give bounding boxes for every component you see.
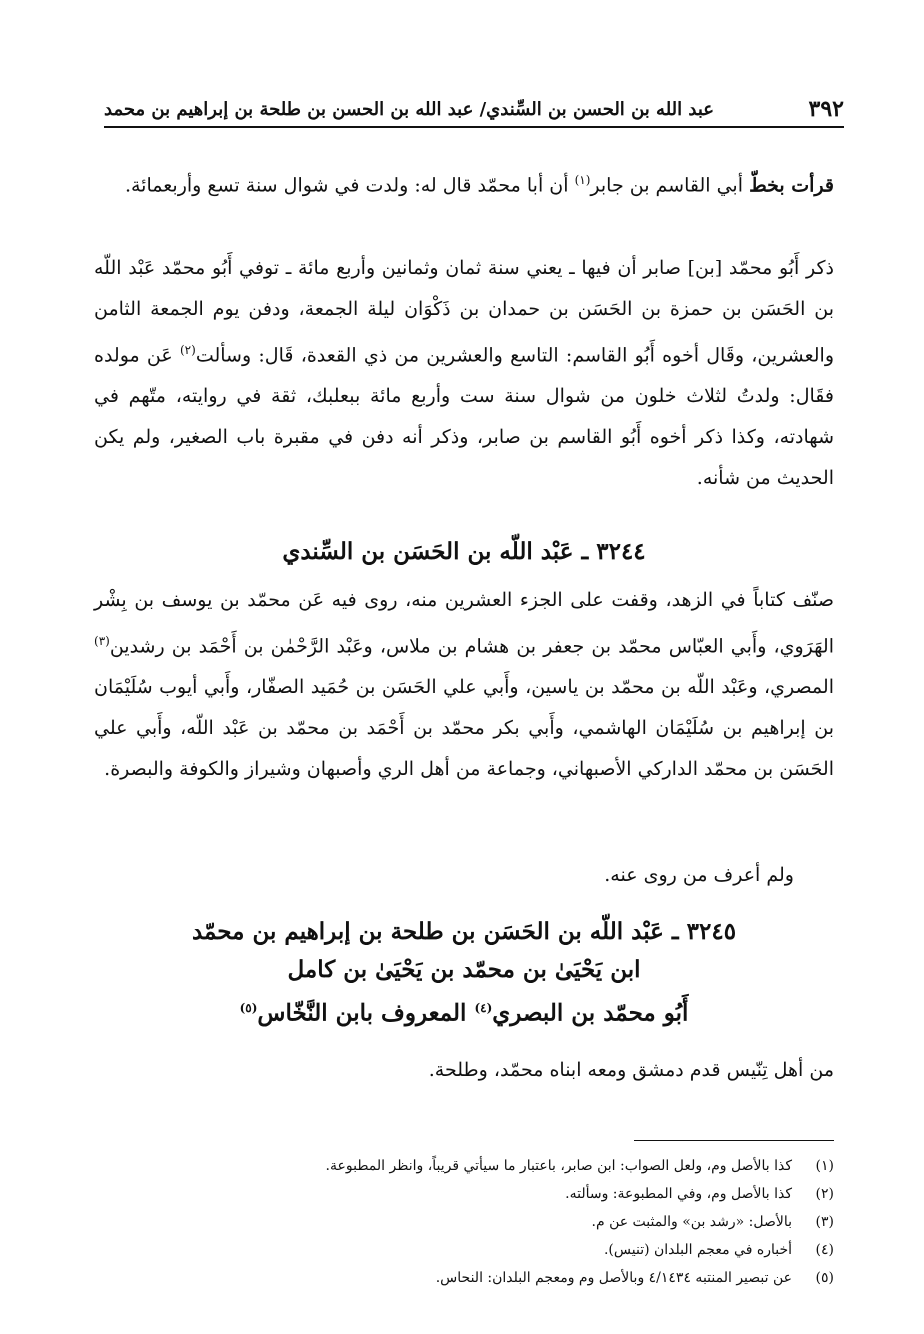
paragraph-closing-note: ولم أعرف من روى عنه.	[604, 864, 794, 886]
page-number: ٣٩٢	[808, 96, 844, 122]
paragraph-entry-3245: من أهل تِنّيس قدم دمشق ومعه ابناه محمّد، وطلحة.	[428, 1059, 834, 1081]
paragraph-birth-note	[94, 160, 834, 206]
paragraph-text: أن أبا محمّد قال له: ولدت في شوال سنة تسع وأربعمائة.	[124, 174, 569, 197]
footnotes-list	[94, 1152, 834, 1292]
entry-heading-text: أَبُو محمّد بن البصري	[492, 999, 689, 1027]
paragraph-text: المصري، وعَبْد اللّه بن محمّد بن ياسين، وأَبي علي الحَسَن بن حُمَيد الصفّار، وأَبي أيوب سُلَيْمَان بن إبراهيم بن سُلَيْمَان الهاشمي، وأَبي بكر محمّد بن أَحْمَد بن محمّد بن عَبْد اللّه، وأَبي علي الحَسَن بن محمّد الداركي الأصبهاني، وجماعة من أهل الري وأصبهان وشيراز والكوفة والبصرة.	[94, 676, 834, 781]
footnote-text: أخباره في معجم البلدان (تنيس).	[603, 1242, 792, 1258]
entry-heading-line: ابن يَحْيَىٰ بن محمّد بن يَحْيَىٰ بن كامل	[287, 956, 641, 983]
paragraph-text: قَال: وسألت	[195, 344, 294, 367]
paragraph-lead: قرأت بخطّ	[749, 174, 834, 197]
paragraph-entry-3244	[94, 580, 834, 790]
footnote-number: (٤)	[815, 1242, 834, 1258]
footnote-ref: (٣)	[94, 634, 110, 648]
footnote-number: (٥)	[815, 1270, 834, 1286]
paragraph-death-note	[94, 248, 834, 499]
footnote-number: (١)	[815, 1158, 834, 1174]
footnote	[94, 1152, 834, 1180]
footnote	[94, 1264, 834, 1292]
paragraph-text: عَن مولده فقَال: ولدتُ لثلاث خلون من شوال سنة ست وأربع مائة ببعلبك، ثقة في روايته، متّهم في شهادته، وكذا ذكر أخوه أَبُو القاسم بن صابر، وذكر أنه دفن في مقبرة باب الصغير، ولم يكن الحديث من شأنه.	[94, 344, 834, 490]
footnote-text: كذا بالأصل وم، ولعل الصواب: ابن صابر، باعتبار ما سيأتي قريباً، وانظر المطبوعة.	[325, 1158, 792, 1174]
footnote-ref: (٥)	[239, 1001, 258, 1015]
running-head: عبد الله بن الحسن بن السِّندي/ عبد الله بن الحسن بن طلحة بن إبراهيم بن محمد	[104, 99, 715, 120]
footnote	[94, 1180, 834, 1208]
entry-heading-line: ٣٢٤٥ ـ عَبْد اللّه بن الحَسَن بن طلحة بن إبراهيم بن محمّد	[191, 918, 737, 945]
footnote-number: (٣)	[815, 1214, 834, 1230]
footnote-number: (٢)	[815, 1186, 834, 1202]
footnote	[94, 1208, 834, 1236]
paragraph-text: ذكر أَبُو محمّد [بن] صابر أن فيها ـ يعني سنة ثمان وثمانين وأربع مائة ـ توفي أَبُو محمّد عَبْد اللّه بن الحَسَن بن حمزة بن الحَسَن بن حمدان بن ذَكْوَان ليلة الجمعة، ودفن يوم الجمعة الثامن والعشرين، وقَال أخوه أَبُو القاسم: التاسع والعشرين من ذي القعدة،	[94, 257, 835, 367]
page-header	[104, 86, 844, 128]
footnote-text: كذا بالأصل وم، وفي المطبوعة: وسألته.	[565, 1186, 792, 1202]
footnote-text: بالأصل: «رشد بن» والمثبت عن م.	[591, 1214, 792, 1230]
footnote-ref: (١)	[574, 173, 591, 187]
entry-heading-3244: ٣٢٤٤ ـ عَبْد اللّه بن الحَسَن بن السِّندي	[282, 538, 646, 565]
footnote	[94, 1236, 834, 1264]
entry-heading-line	[94, 989, 834, 1033]
footnote-separator	[634, 1140, 834, 1141]
footnote-ref: (٤)	[474, 1001, 493, 1015]
footnote-ref: (٢)	[179, 343, 196, 357]
footnote-text: عن تبصير المنتبه ٤/١٤٣٤ وبالأصل وم ومعجم البلدان: النحاس.	[435, 1270, 792, 1286]
entry-heading-text: المعروف بابن النَّخّاس	[257, 999, 467, 1027]
entry-heading-3245	[94, 913, 834, 1033]
paragraph-text: صنّف كتاباً في الزهد، وقفت على الجزء العشرين منه، روى فيه عَن محمّد بن يوسف بن بِشْر الهَرَوي، وأَبي العبّاس محمّد بن جعفر بن هشام بن ملاس، وعَبْد الرَّحْمٰن بن أَحْمَد بن رشدين	[94, 589, 834, 658]
paragraph-text: أبي القاسم بن جابر	[590, 174, 744, 197]
